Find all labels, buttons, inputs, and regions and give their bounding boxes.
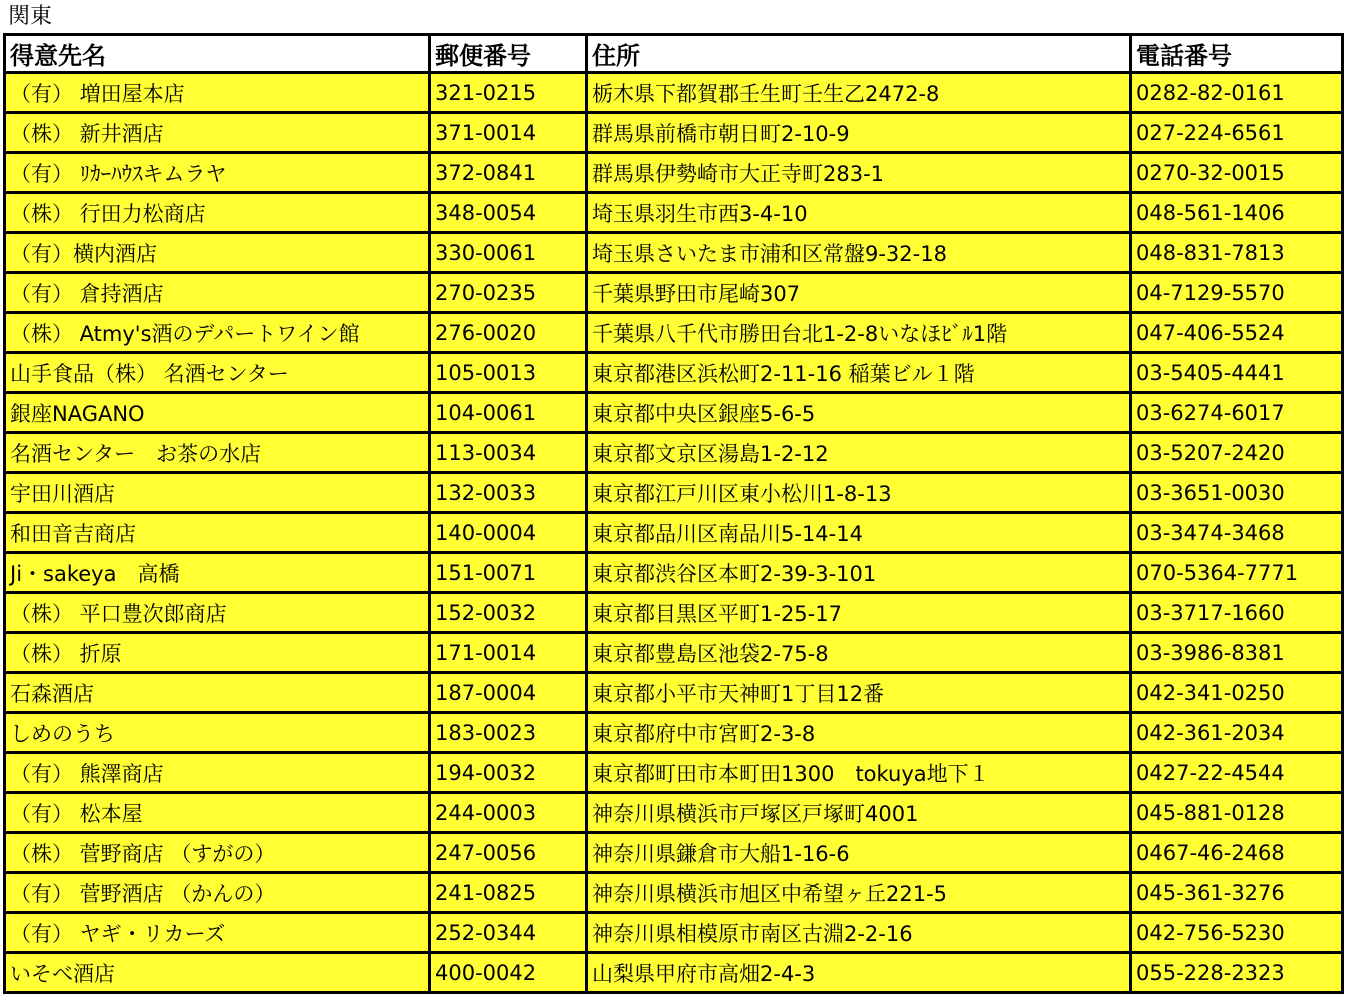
cell-name: （株） 菅野商店 （すがの） — [5, 833, 430, 873]
cell-address: 埼玉県さいたま市浦和区常盤9-32-18 — [587, 233, 1131, 273]
cell-name: （株） 新井酒店 — [5, 113, 430, 153]
table-row — [5, 153, 1343, 193]
table-row — [5, 313, 1343, 353]
table-row — [5, 673, 1343, 713]
cell-address: 東京都町田市本町田1300 tokuya地下１ — [587, 753, 1131, 793]
cell-zip: 348-0054 — [430, 193, 587, 233]
cell-tel: 03-6274-6017 — [1131, 393, 1343, 433]
column-header-name: 得意先名 — [5, 35, 430, 73]
table-row — [5, 433, 1343, 473]
cell-tel: 048-831-7813 — [1131, 233, 1343, 273]
cell-address: 東京都品川区南品川5-14-14 — [587, 513, 1131, 553]
cell-address: 神奈川県横浜市戸塚区戸塚町4001 — [587, 793, 1131, 833]
cell-tel: 0282-82-0161 — [1131, 73, 1343, 113]
cell-tel: 070-5364-7771 — [1131, 553, 1343, 593]
table-row — [5, 593, 1343, 633]
cell-name: 銀座NAGANO — [5, 393, 430, 433]
cell-zip: 321-0215 — [430, 73, 587, 113]
table-row — [5, 353, 1343, 393]
table-row — [5, 633, 1343, 673]
table-row — [5, 273, 1343, 313]
cell-zip: 270-0235 — [430, 273, 587, 313]
cell-zip: 276-0020 — [430, 313, 587, 353]
cell-address: 東京都目黒区平町1-25-17 — [587, 593, 1131, 633]
cell-zip: 113-0034 — [430, 433, 587, 473]
cell-address: 東京都渋谷区本町2-39-3-101 — [587, 553, 1131, 593]
cell-tel: 048-561-1406 — [1131, 193, 1343, 233]
cell-zip: 151-0071 — [430, 553, 587, 593]
cell-zip: 244-0003 — [430, 793, 587, 833]
cell-address: 神奈川県横浜市旭区中希望ヶ丘221-5 — [587, 873, 1131, 913]
table-row — [5, 193, 1343, 233]
cell-address: 群馬県伊勢崎市大正寺町283-1 — [587, 153, 1131, 193]
cell-name: （有） 熊澤商店 — [5, 753, 430, 793]
cell-zip: 140-0004 — [430, 513, 587, 553]
cell-address: 山梨県甲府市高畑2-4-3 — [587, 953, 1131, 993]
cell-name: しめのうち — [5, 713, 430, 753]
dealer-table — [3, 33, 1344, 994]
header-row — [5, 35, 1343, 73]
table-row — [5, 113, 1343, 153]
table-row — [5, 513, 1343, 553]
table-row — [5, 833, 1343, 873]
cell-tel: 03-3651-0030 — [1131, 473, 1343, 513]
cell-zip: 371-0014 — [430, 113, 587, 153]
table-row — [5, 553, 1343, 593]
column-header-zip: 郵便番号 — [430, 35, 587, 73]
cell-tel: 03-5405-4441 — [1131, 353, 1343, 393]
cell-zip: 194-0032 — [430, 753, 587, 793]
cell-address: 東京都港区浜松町2-11-16 稲葉ビル１階 — [587, 353, 1131, 393]
cell-tel: 042-341-0250 — [1131, 673, 1343, 713]
cell-address: 千葉県野田市尾崎307 — [587, 273, 1131, 313]
cell-tel: 0427-22-4544 — [1131, 753, 1343, 793]
cell-zip: 400-0042 — [430, 953, 587, 993]
table-row — [5, 753, 1343, 793]
cell-zip: 247-0056 — [430, 833, 587, 873]
cell-zip: 330-0061 — [430, 233, 587, 273]
cell-name: （有） 増田屋本店 — [5, 73, 430, 113]
cell-address: 東京都文京区湯島1-2-12 — [587, 433, 1131, 473]
table-row — [5, 713, 1343, 753]
cell-name: （株） 折原 — [5, 633, 430, 673]
cell-tel: 045-881-0128 — [1131, 793, 1343, 833]
cell-name: 和田音吉商店 — [5, 513, 430, 553]
cell-name: （有） 倉持酒店 — [5, 273, 430, 313]
cell-tel: 042-361-2034 — [1131, 713, 1343, 753]
table-row — [5, 393, 1343, 433]
cell-zip: 171-0014 — [430, 633, 587, 673]
cell-zip: 187-0004 — [430, 673, 587, 713]
cell-zip: 183-0023 — [430, 713, 587, 753]
cell-name: （有） ﾘｶｰﾊｳｽキムラヤ — [5, 153, 430, 193]
cell-tel: 047-406-5524 — [1131, 313, 1343, 353]
cell-zip: 252-0344 — [430, 913, 587, 953]
cell-zip: 152-0032 — [430, 593, 587, 633]
cell-name: 石森酒店 — [5, 673, 430, 713]
cell-name: （株） 行田力松商店 — [5, 193, 430, 233]
cell-address: 埼玉県羽生市西3-4-10 — [587, 193, 1131, 233]
cell-name: （有） ヤギ・リカーズ — [5, 913, 430, 953]
cell-tel: 055-228-2323 — [1131, 953, 1343, 993]
cell-zip: 372-0841 — [430, 153, 587, 193]
cell-zip: 241-0825 — [430, 873, 587, 913]
column-header-tel: 電話番号 — [1131, 35, 1343, 73]
cell-tel: 027-224-6561 — [1131, 113, 1343, 153]
cell-address: 東京都江戸川区東小松川1-8-13 — [587, 473, 1131, 513]
cell-address: 群馬県前橋市朝日町2-10-9 — [587, 113, 1131, 153]
table-row — [5, 73, 1343, 113]
table-row — [5, 953, 1343, 993]
cell-name: （有）横内酒店 — [5, 233, 430, 273]
cell-tel: 03-3986-8381 — [1131, 633, 1343, 673]
cell-address: 栃木県下都賀郡壬生町壬生乙2472-8 — [587, 73, 1131, 113]
table-row — [5, 873, 1343, 913]
cell-name: （有） 菅野酒店 （かんの） — [5, 873, 430, 913]
cell-tel: 03-3474-3468 — [1131, 513, 1343, 553]
table-row — [5, 913, 1343, 953]
cell-address: 神奈川県鎌倉市大船1-16-6 — [587, 833, 1131, 873]
cell-tel: 0270-32-0015 — [1131, 153, 1343, 193]
table-row — [5, 473, 1343, 513]
cell-address: 神奈川県相模原市南区古淵2-2-16 — [587, 913, 1131, 953]
cell-address: 千葉県八千代市勝田台北1-2-8いなほﾋﾞﾙ1階 — [587, 313, 1131, 353]
cell-address: 東京都府中市宮町2-3-8 — [587, 713, 1131, 753]
region-title: 関東 — [8, 4, 53, 29]
cell-tel: 03-5207-2420 — [1131, 433, 1343, 473]
cell-name: 宇田川酒店 — [5, 473, 430, 513]
cell-address: 東京都小平市天神町1丁目12番 — [587, 673, 1131, 713]
cell-name: （株） Atmy's酒のデパートワイン館 — [5, 313, 430, 353]
column-header-address: 住所 — [587, 35, 1131, 73]
cell-tel: 04-7129-5570 — [1131, 273, 1343, 313]
cell-tel: 0467-46-2468 — [1131, 833, 1343, 873]
cell-name: いそべ酒店 — [5, 953, 430, 993]
cell-name: Ji・sakeya 高橋 — [5, 553, 430, 593]
cell-address: 東京都中央区銀座5-6-5 — [587, 393, 1131, 433]
cell-name: 名酒センター お茶の水店 — [5, 433, 430, 473]
cell-address: 東京都豊島区池袋2-75-8 — [587, 633, 1131, 673]
table-body — [5, 73, 1343, 993]
table-row — [5, 233, 1343, 273]
cell-zip: 105-0013 — [430, 353, 587, 393]
cell-name: 山手食品（株） 名酒センター — [5, 353, 430, 393]
cell-tel: 03-3717-1660 — [1131, 593, 1343, 633]
cell-tel: 042-756-5230 — [1131, 913, 1343, 953]
cell-zip: 104-0061 — [430, 393, 587, 433]
table-row — [5, 793, 1343, 833]
cell-name: （株） 平口豊次郎商店 — [5, 593, 430, 633]
cell-zip: 132-0033 — [430, 473, 587, 513]
cell-tel: 045-361-3276 — [1131, 873, 1343, 913]
cell-name: （有） 松本屋 — [5, 793, 430, 833]
